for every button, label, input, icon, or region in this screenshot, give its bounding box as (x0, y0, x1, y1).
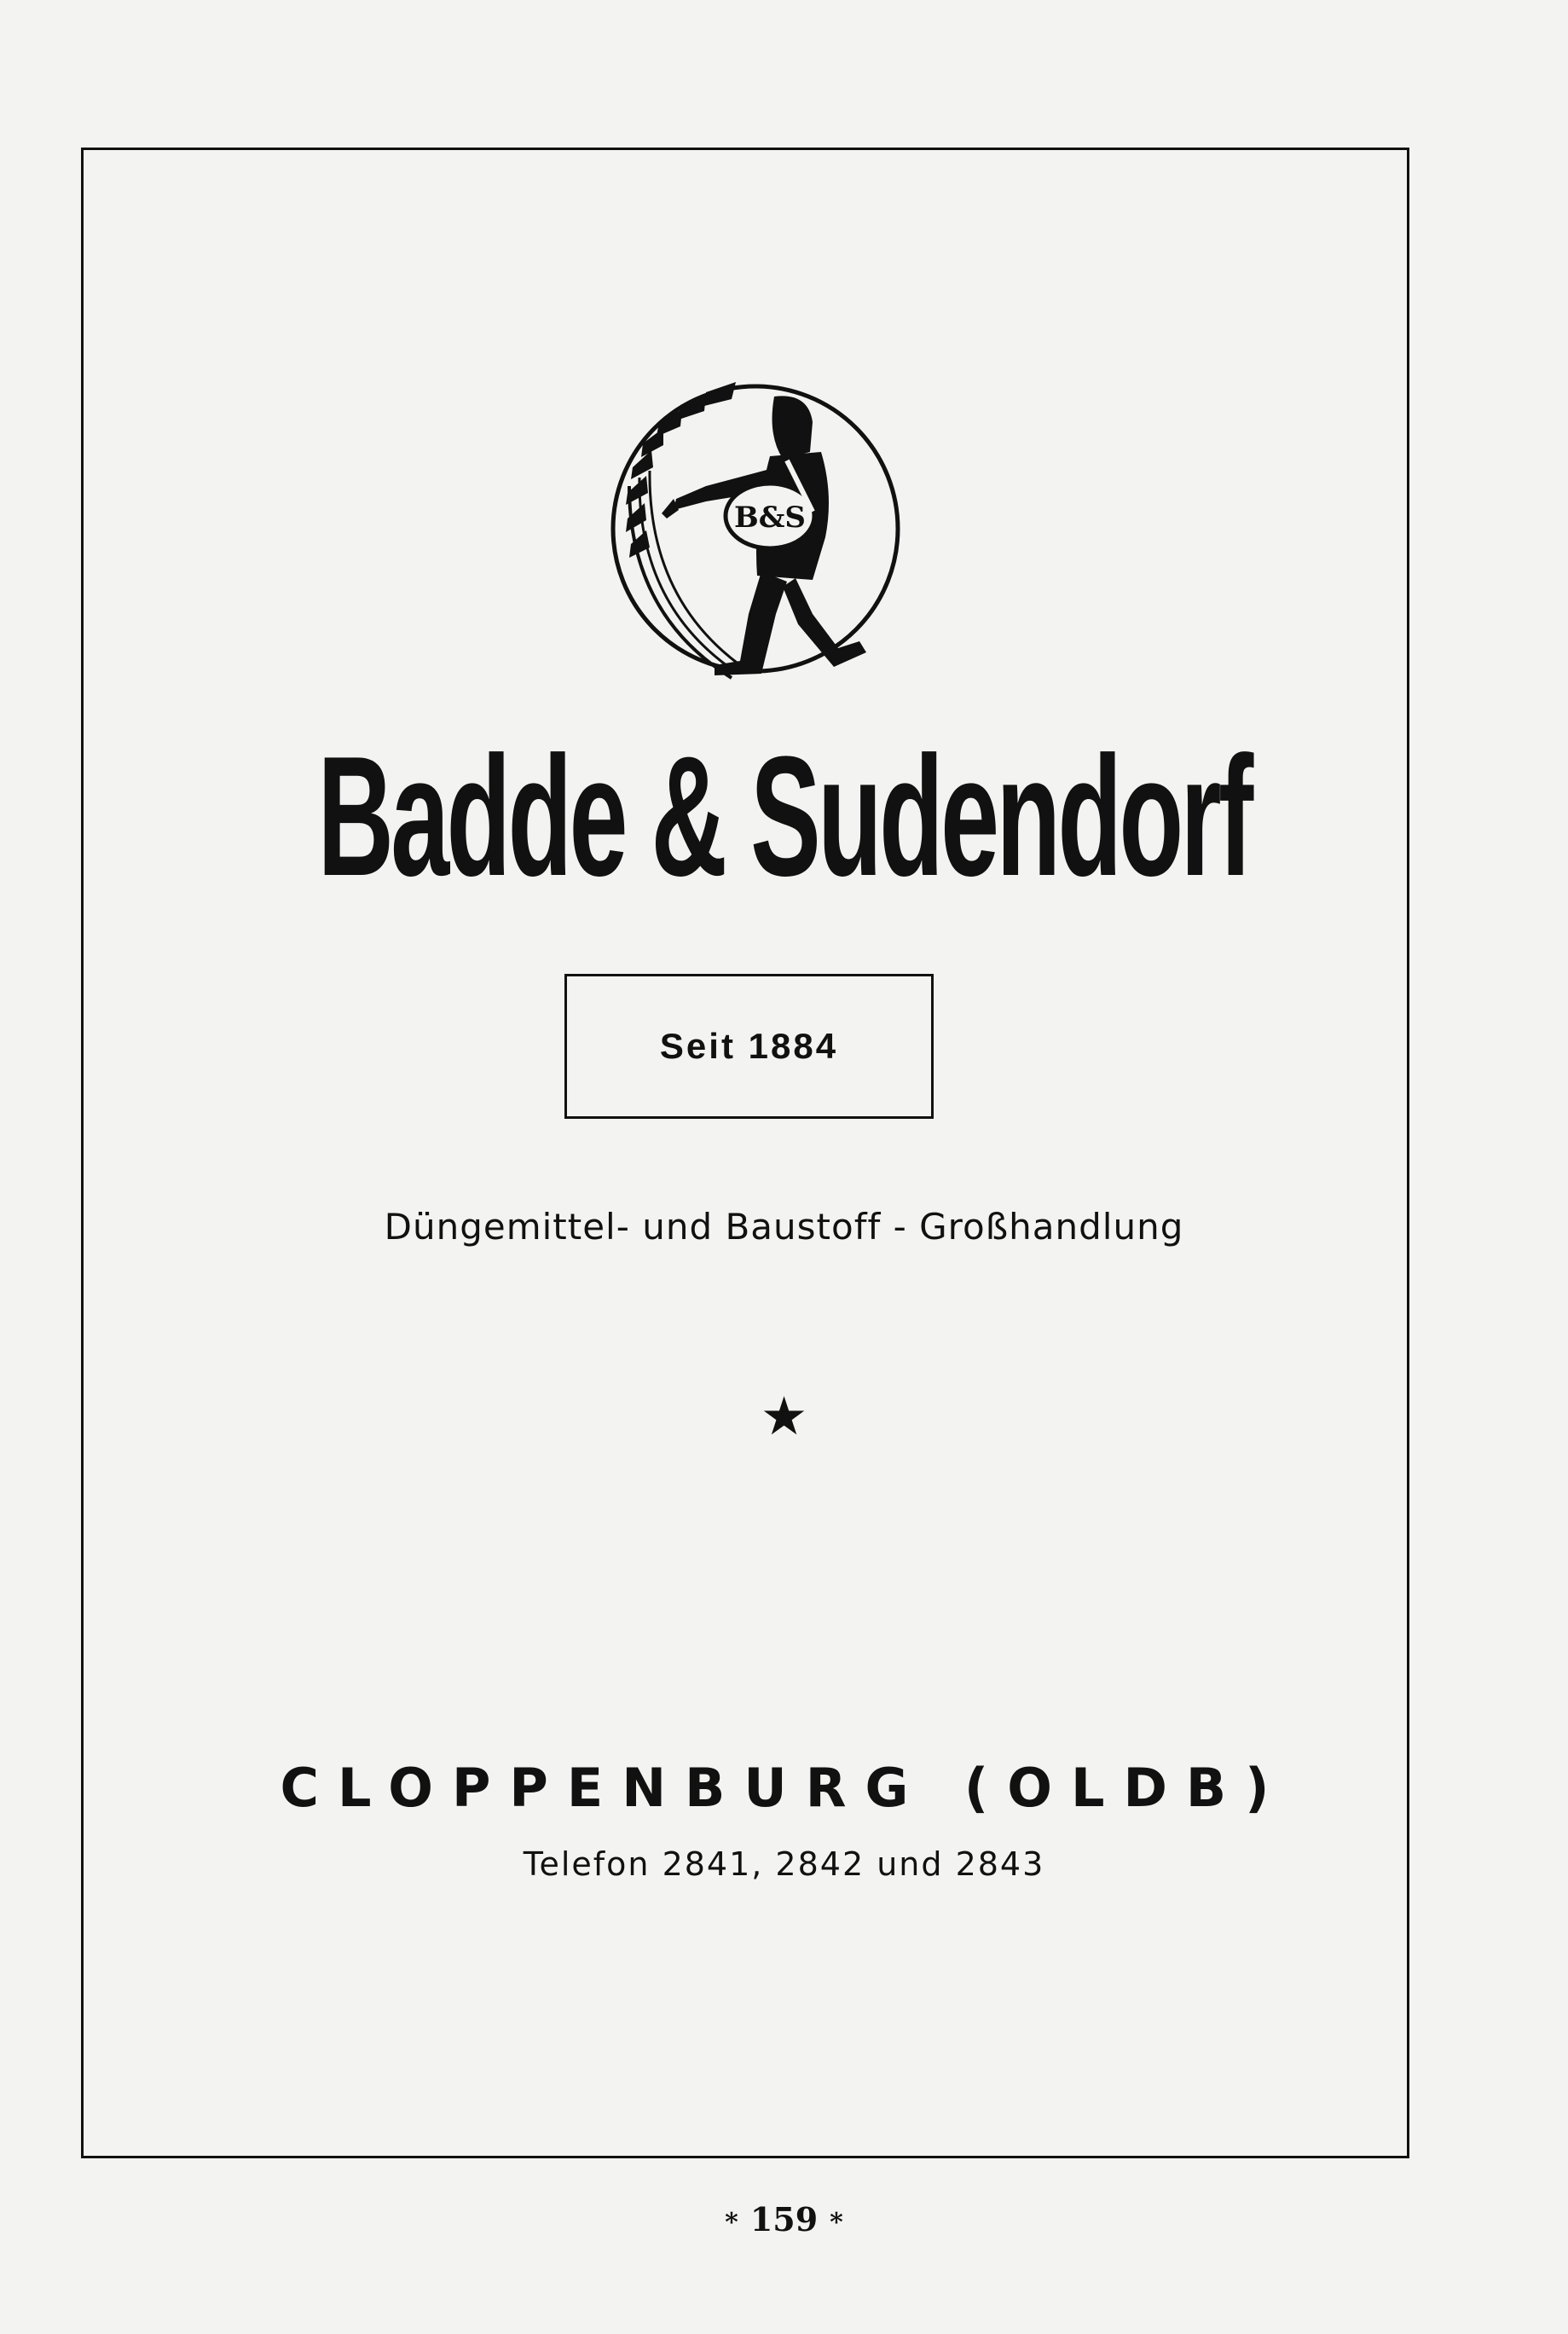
page-number-value: 159 (749, 2200, 819, 2238)
svg-text:B&S: B&S (734, 501, 806, 535)
page-number (0, 2200, 1568, 2238)
page-mark-left: * (725, 2208, 738, 2238)
sower-wheat-logo-icon (578, 358, 919, 699)
phone-numbers: Telefon 2841, 2842 und 2843 (523, 1845, 1045, 1883)
business-tagline: Düngemittel- und Baustoff - Großhandlung (384, 1206, 1184, 1248)
star-separator-icon: ★ (760, 1385, 808, 1447)
company-name: Badde & Sudendorf (317, 721, 1251, 912)
page-mark-right: * (830, 2208, 843, 2238)
since-year: Seit 1884 (659, 1026, 839, 1066)
city-name: CLOPPENBURG (OLDB) (280, 1757, 1288, 1819)
since-box (564, 974, 934, 1119)
